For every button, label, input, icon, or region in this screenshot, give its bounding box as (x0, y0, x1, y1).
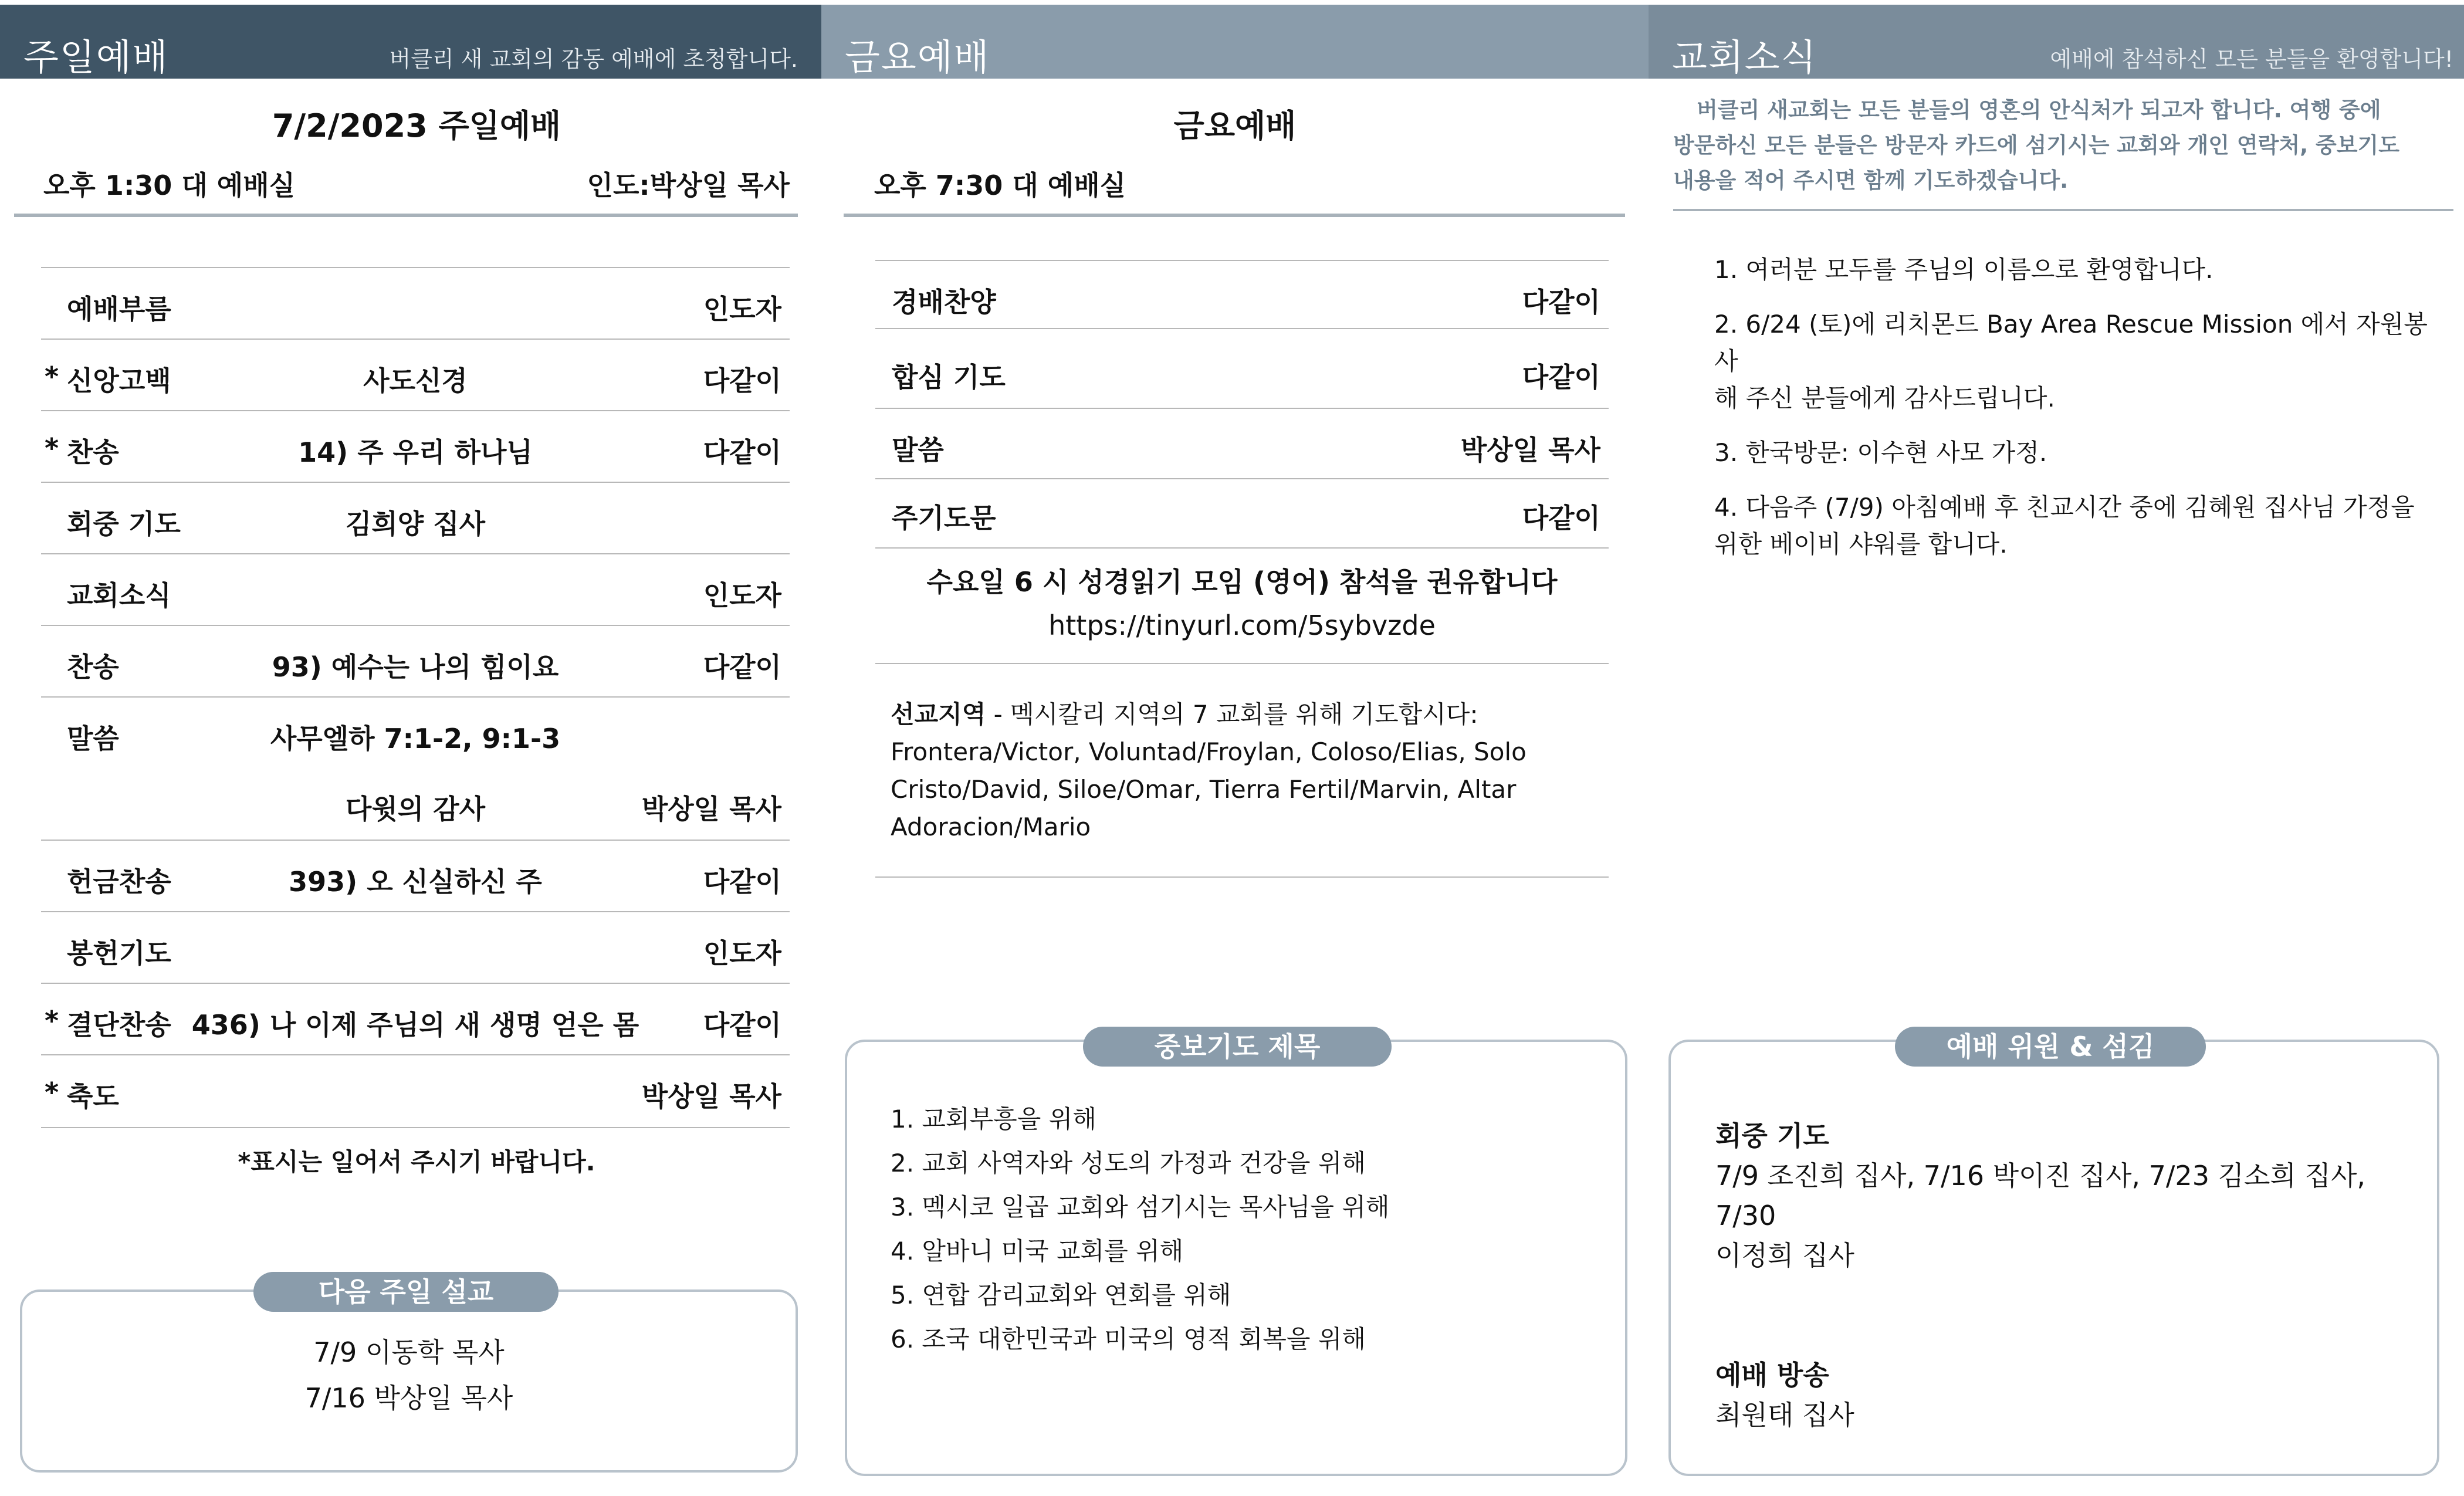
congregation-prayer-line: 7/9 조진희 집사, 7/16 박이진 집사, 7/23 김소희 집사, 7/30 (1715, 1160, 2366, 1231)
news-item-line: 4. 다음주 (7/9) 아침예배 후 친교시간 중에 김혜원 집사님 가정을 (1714, 493, 2415, 522)
friday-order-row (875, 478, 1609, 549)
order-row (41, 840, 790, 912)
next-sermon-list (22, 1329, 796, 1421)
order-row (41, 339, 790, 411)
order-label: 결단찬송 (67, 1009, 171, 1041)
news-list (1714, 251, 2448, 563)
order-content: 393) 오 신실하신 주 (289, 866, 542, 898)
news-item-line: 2. 6/24 (토)에 리치몬드 Bay Area Rescue Mission 에서 자원봉사 (1714, 310, 2428, 375)
sunday-column (0, 0, 821, 1496)
friday-header-title: 금요예배 (845, 36, 990, 79)
order-leader: 다같이 (703, 365, 781, 397)
order-label: 주기도문 (892, 502, 996, 534)
visitor-welcome-line: 버클리 새교회는 모든 분들의 영혼의 안식처가 되고자 합니다. 여행 중에 (1697, 97, 2381, 123)
order-leader: 인도자 (703, 580, 781, 611)
order-label: 합심 기도 (892, 361, 1006, 393)
stand-marker: * (45, 361, 59, 392)
order-leader: 인도자 (703, 293, 781, 325)
visitor-welcome-line: 내용을 적어 주시면 함께 기도하겠습니다. (1673, 168, 2069, 193)
order-label: 말씀 (892, 434, 944, 466)
mission-block (891, 696, 1606, 846)
news-item (1714, 306, 2448, 417)
order-content: 436) 나 이제 주님의 새 생명 얻은 몸 (191, 1009, 639, 1041)
visitor-welcome (1673, 93, 2453, 198)
order-row (41, 410, 790, 483)
order-content: 다윗의 감사 (345, 793, 486, 825)
news-header-subtitle: 예배에 참석하신 모든 분들을 환영합니다! (2050, 46, 2453, 72)
friday-header (821, 5, 1649, 79)
prayer-topic-item: 6. 조국 대한민국과 미국의 영적 회복을 위해 (891, 1325, 1366, 1353)
broadcast-name: 최원태 집사 (1715, 1399, 1854, 1431)
order-label: 헌금찬송 (67, 866, 171, 898)
news-item-line: 1. 여러분 모두를 주님의 이름으로 환영합니다. (1714, 255, 2213, 284)
order-label: 봉헌기도 (67, 937, 171, 969)
order-label: 찬송 (67, 651, 119, 683)
news-item-line: 위한 베이비 샤워를 합니다. (1714, 530, 2008, 559)
mission-label: 선교지역 (891, 700, 986, 729)
order-leader: 박상일 목사 (641, 1081, 781, 1112)
order-label: 축도 (67, 1081, 119, 1112)
order-row (41, 768, 790, 840)
next-sermon-panel (20, 1289, 798, 1473)
order-content: 14) 주 우리 하나님 (298, 436, 533, 468)
news-item (1714, 434, 2448, 471)
broadcast-label: 예배 방송 (1715, 1359, 1829, 1391)
order-label: 예배부름 (67, 293, 171, 325)
bible-study-notice: 수요일 6 시 성경읽기 모임 (영어) 참석을 권유합니다 (926, 566, 1558, 598)
order-leader: 다같이 (703, 1009, 781, 1041)
stand-marker: * (45, 1077, 59, 1108)
friday-column (821, 0, 1649, 1496)
order-row (41, 1054, 790, 1128)
order-content: 사도신경 (363, 365, 468, 397)
prayer-topics-list (891, 1097, 1389, 1361)
sunday-service-title: 7/2/2023 주일예배 (272, 107, 561, 144)
order-row (41, 625, 790, 698)
sunday-header-title: 주일예배 (23, 36, 169, 79)
order-leader: 박상일 목사 (641, 793, 781, 825)
congregation-prayer-line: 이정희 집사 (1715, 1240, 1854, 1271)
order-leader: 인도자 (703, 937, 781, 969)
order-label: 경배찬양 (892, 286, 996, 318)
order-row (41, 983, 790, 1055)
sunday-header-subtitle: 버클리 새 교회의 감동 예배에 초청합니다. (389, 46, 798, 72)
service-staff-title: 예배 위원 & 섬김 (1895, 1027, 2206, 1067)
news-item-line: 해 주신 분들에게 감사드립니다. (1714, 384, 2055, 412)
mission-line: Frontera/Victor, Voluntad/Froylan, Coloso/Elias, Solo (891, 737, 1527, 766)
news-item (1714, 251, 2448, 288)
sunday-time-place: 오후 1:30 대 예배실 (43, 170, 296, 201)
news-header-rule (1673, 209, 2453, 211)
prayer-topic-item: 4. 알바니 미국 교회를 위해 (891, 1237, 1184, 1265)
prayer-topic-item: 5. 연합 감리교회와 연회를 위해 (891, 1281, 1231, 1309)
next-sermon-title: 다음 주일 설교 (253, 1272, 559, 1312)
congregation-prayer-label: 회중 기도 (1715, 1120, 1829, 1152)
order-label: 찬송 (67, 436, 119, 468)
divider (875, 663, 1609, 664)
friday-time-place: 오후 7:30 대 예배실 (874, 170, 1126, 201)
stand-marker: * (45, 432, 59, 464)
divider (875, 876, 1609, 878)
news-item-line: 3. 한국방문: 이수현 사모 가정. (1714, 438, 2047, 467)
visitor-welcome-line: 방문하신 모든 분들은 방문자 카드에 섬기시는 교회와 개인 연락처, 중보기도 (1673, 133, 2399, 158)
order-leader: 박상일 목사 (1460, 434, 1600, 466)
prayer-topic-item: 2. 교회 사역자와 성도의 가정과 건강을 위해 (891, 1149, 1366, 1177)
order-content: 93) 예수는 나의 힘이요 (272, 651, 559, 683)
order-label: 회중 기도 (67, 508, 181, 540)
service-staff-panel (1668, 1040, 2439, 1476)
friday-order-row (875, 260, 1609, 329)
order-leader: 다같이 (1522, 502, 1600, 534)
mission-line: Adoracion/Mario (891, 813, 1091, 841)
news-header-title: 교회소식 (1672, 36, 1817, 79)
order-leader: 다같이 (703, 866, 781, 898)
order-leader: 다같이 (703, 651, 781, 683)
order-leader: 다같이 (703, 436, 781, 468)
order-label: 말씀 (67, 723, 119, 754)
stand-marker: * (45, 1005, 59, 1037)
order-content: 김희양 집사 (345, 508, 486, 540)
mission-line: Cristo/David, Siloe/Omar, Tierra Fertil/Marvin, Altar (891, 775, 1517, 804)
order-leader: 다같이 (1522, 286, 1600, 318)
order-row (41, 482, 790, 554)
prayer-topic-item: 1. 교회부흥을 위해 (891, 1105, 1096, 1133)
friday-order-row (875, 328, 1609, 400)
order-row (41, 267, 790, 340)
bible-study-link[interactable]: https://tinyurl.com/5sybvzde (1048, 610, 1436, 641)
order-row (41, 911, 790, 984)
mission-intro: - 멕시칼리 지역의 7 교회를 위해 기도합시다: (986, 700, 1478, 729)
service-staff-content (1715, 1116, 2431, 1435)
friday-order-row (875, 408, 1609, 479)
sunday-header (0, 5, 821, 79)
sunday-leader: 인도:박상일 목사 (587, 170, 790, 201)
order-row (41, 553, 790, 626)
prayer-topics-panel (845, 1040, 1627, 1476)
friday-service-title: 금요예배 (1173, 107, 1297, 144)
order-row (41, 696, 790, 769)
friday-header-rule (844, 214, 1625, 217)
order-label: 신앙고백 (67, 365, 171, 397)
prayer-topics-title: 중보기도 제목 (1083, 1027, 1392, 1067)
news-header (1649, 5, 2464, 79)
standing-note: *표시는 일어서 주시기 바랍니다. (238, 1148, 595, 1176)
next-sermon-item: 7/16 박상일 목사 (304, 1382, 513, 1414)
next-sermon-item: 7/9 이동학 목사 (313, 1336, 505, 1368)
prayer-topic-item: 3. 멕시코 일곱 교회와 섬기시는 목사님을 위해 (891, 1193, 1390, 1221)
order-content: 사무엘하 7:1-2, 9:1-3 (270, 723, 561, 754)
news-item (1714, 489, 2448, 563)
news-column (1649, 0, 2464, 1496)
order-label: 교회소식 (67, 580, 171, 611)
sunday-header-rule (14, 214, 798, 217)
order-leader: 다같이 (1522, 361, 1600, 393)
